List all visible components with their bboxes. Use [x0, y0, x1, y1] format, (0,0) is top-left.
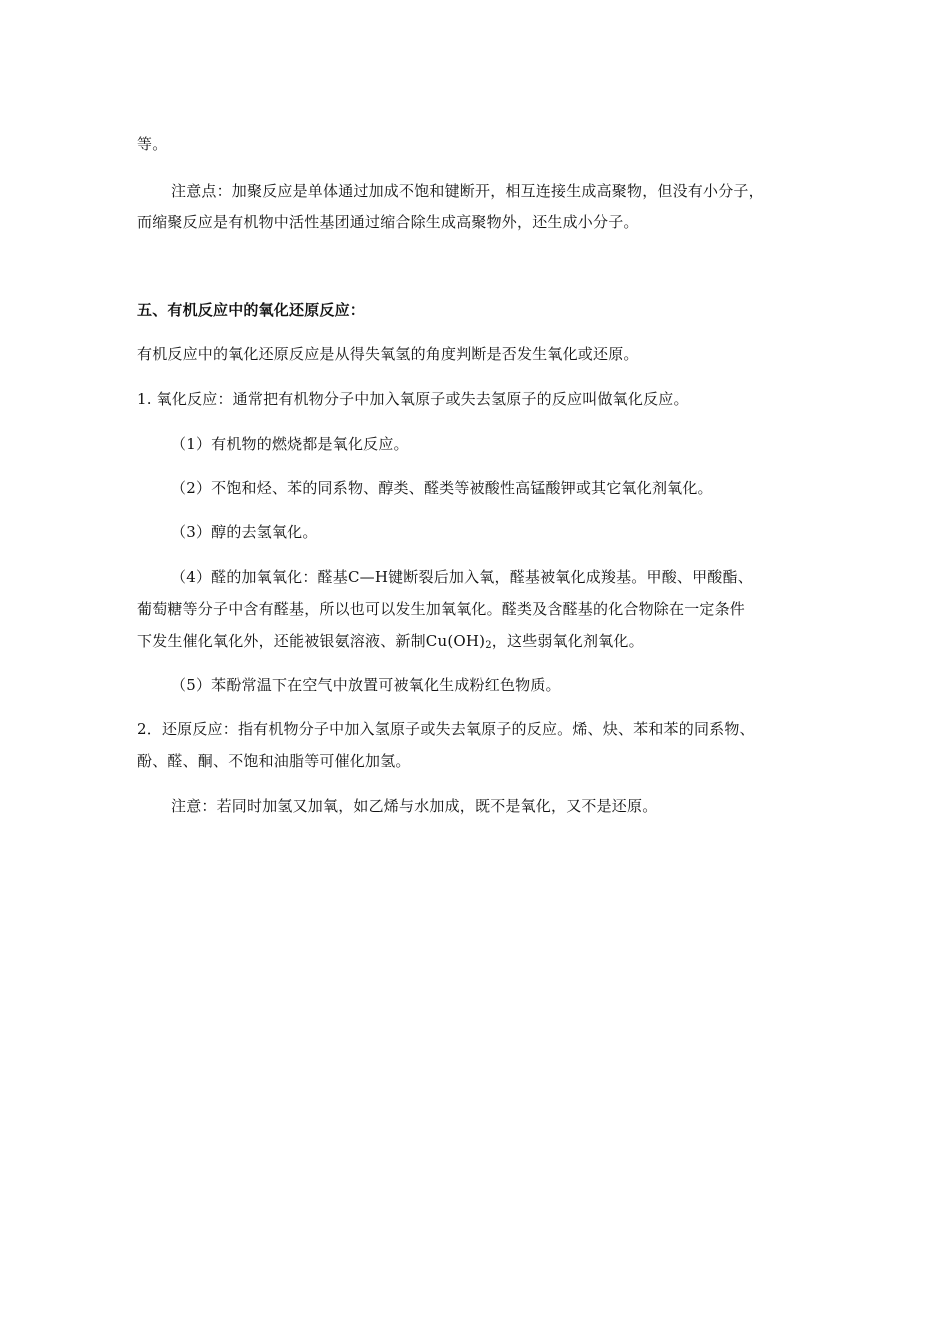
reduction-line-1: 2．还原反应：指有机物分子中加入氢原子或失去氧原子的反应。烯、炔、苯和苯的同系物、 [137, 720, 755, 738]
oxidation-item-3: （3）醇的去氢氧化。 [171, 523, 318, 541]
oxidation-item-4-line-2: 葡萄糖等分子中含有醛基，所以也可以发生加氧氧化。醛类及含醛基的化合物除在一定条件 [137, 600, 746, 618]
oxidation-item-2: （2）不饱和烃、苯的同系物、醇类、醛类等被酸性高锰酸钾或其它氧化剂氧化。 [171, 479, 713, 497]
section-5-intro: 有机反应中的氧化还原反应是从得失氧氢的角度判断是否发生氧化或还原。 [137, 345, 639, 363]
continuation-text: 等。 [137, 135, 168, 153]
reduction-line-2: 酚、醛、酮、不饱和油脂等可催化加氢。 [137, 752, 411, 770]
polymer-note-line-1: 注意点：加聚反应是单体通过加成不饱和键断开，相互连接生成高聚物，但没有小分子， [171, 182, 764, 200]
redox-note: 注意：若同时加氢又加氧，如乙烯与水加成，既不是氧化，又不是还原。 [171, 797, 658, 815]
oxidation-item-4-line-1: （4）醛的加氧氧化：醛基C—H键断裂后加入氧，醛基被氧化成羧基。甲酸、甲酸酯、 [171, 568, 753, 586]
oxidation-item-5: （5）苯酚常温下在空气中放置可被氧化生成粉红色物质。 [171, 676, 561, 694]
item-4-line-3-suffix: ，这些弱氧化剂氧化。 [491, 632, 644, 650]
section-5-title: 五、有机反应中的氧化还原反应： [137, 301, 366, 319]
item-4-line-3-prefix: 下发生催化氧化外，还能被银氨溶液、新制Cu(OH) [137, 632, 486, 650]
oxidation-title: 1. 氧化反应：通常把有机物分子中加入氧原子或失去氢原子的反应叫做氧化反应。 [137, 390, 689, 408]
oxidation-item-4-line-3 [137, 631, 644, 651]
oxidation-item-1: （1）有机物的燃烧都是氧化反应。 [171, 435, 409, 453]
subscript-2: 2 [485, 640, 492, 651]
polymer-note-line-2: 而缩聚反应是有机物中活性基团通过缩合除生成高聚物外，还生成小分子。 [137, 213, 639, 231]
